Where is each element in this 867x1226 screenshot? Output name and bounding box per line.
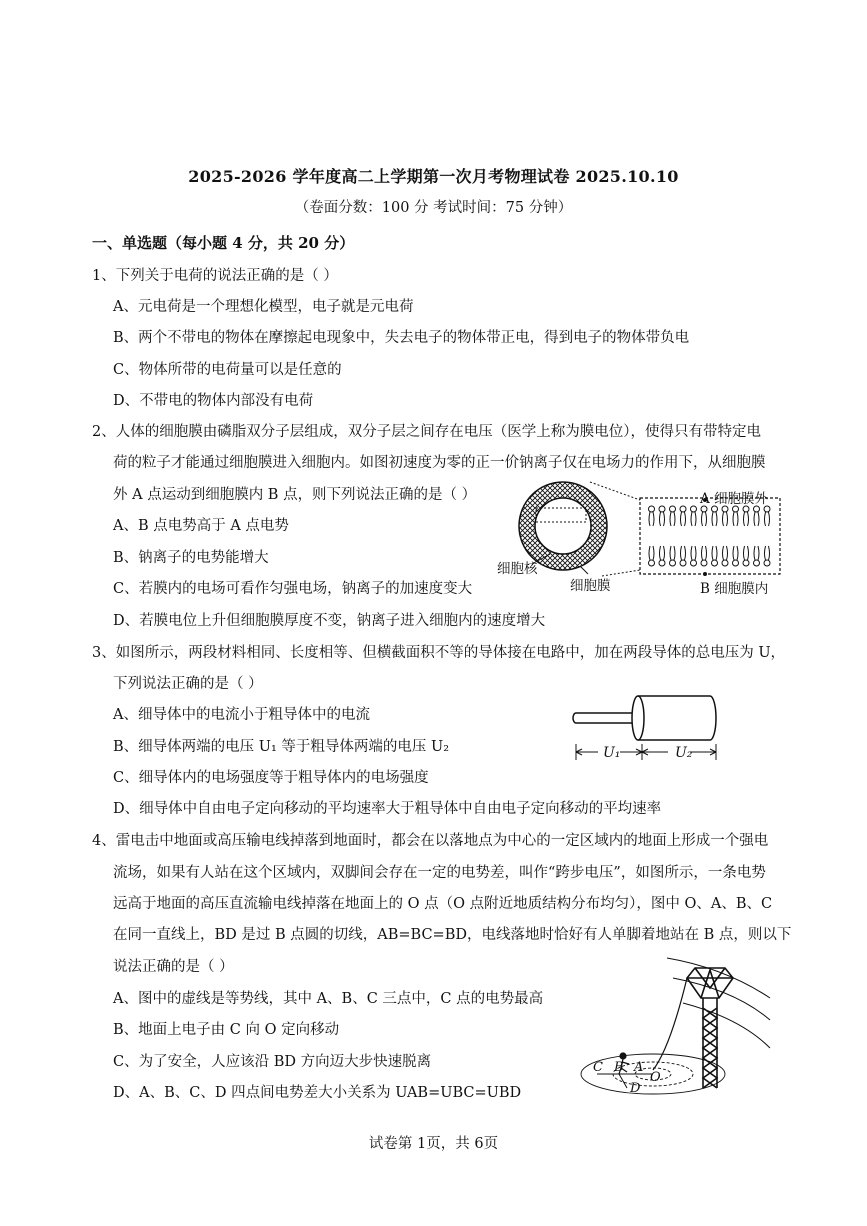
label-u2: U₂: [675, 745, 693, 761]
q4-option-a: A、图中的虚线是等势线，其中 A、B、C 三点中，C 点的电势最高: [113, 991, 544, 1007]
label-membrane: 细胞膜: [570, 578, 611, 594]
label-membrane-inside: B 细胞膜内: [700, 581, 769, 597]
q1-option-b: B、两个不带电的物体在摩擦起电现象中，失去电子的物体带正电，得到电子的物体带负电: [113, 330, 690, 346]
q2-stem-line1: 2、人体的细胞膜由磷脂双分子层组成，双分子层之间存在电压（医学上称为膜电位），使得只有带特定电: [92, 424, 761, 440]
q2-option-d: D、若膜电位上升但细胞膜厚度不变，钠离子进入细胞内的速度增大: [113, 613, 546, 629]
q1-stem: 1、下列关于电荷的说法正确的是（ ）: [92, 268, 338, 284]
q3-option-c: C、细导体内的电场强度等于粗导体内的电场强度: [113, 770, 429, 786]
q3-option-a: A、细导体中的电流小于粗导体中的电流: [113, 707, 370, 723]
q2-stem-line2: 荷的粒子才能通过细胞膜进入细胞内。如图初速度为零的正一价钠离子仅在电场力的作用下，从细胞膜: [113, 455, 766, 471]
conductor-figure: [568, 690, 728, 770]
cell-nucleus: [535, 498, 591, 554]
tower: [687, 968, 733, 1088]
label-point-b: B: [614, 1060, 624, 1075]
q4-stem-line5: 说法正确的是（ ）: [113, 959, 234, 975]
exam-title: 2025-2026 学年度高二上学期第一次月考物理试卷 2025.10.10: [188, 167, 679, 186]
phospholipid-bilayer: [649, 506, 771, 566]
q2-option-c: C、若膜内的电场可看作匀强电场，钠离子的加速度变大: [113, 581, 473, 597]
q3-stem-line1: 3、如图所示，两段材料相同、长度相等、但横截面积不等的导体接在电路中，加在两段导体的总电压为 U，: [92, 645, 786, 661]
label-u1: U₁: [603, 745, 621, 761]
power-line-figure: [575, 948, 775, 1103]
q1-option-a: A、元电荷是一个理想化模型，电子就是元电荷: [113, 299, 414, 315]
q2-option-b: B、钠离子的电势能增大: [113, 550, 269, 566]
q4-option-c: C、为了安全，人应该沿 BD 方向迈大步快速脱离: [113, 1054, 432, 1070]
q2-option-a: A、B 点电势高于 A 点电势: [113, 518, 289, 534]
q3-option-d: D、细导体中自由电子定向移动的平均速率大于粗导体中自由电子定向移动的平均速率: [113, 801, 662, 817]
label-point-c: C: [593, 1060, 603, 1075]
page-footer: 试卷第 1页，共 6页: [368, 1136, 499, 1152]
label-point-d: D: [630, 1081, 641, 1096]
label-membrane-outside: A 细胞膜外: [700, 491, 769, 507]
q1-option-d: D、不带电的物体内部没有电荷: [113, 393, 314, 409]
exam-subtitle: （卷面分数：100 分 考试时间：75 分钟）: [294, 200, 573, 216]
label-point-a: A: [634, 1060, 644, 1075]
point-b: [703, 572, 707, 576]
q4-stem-line3: 远高于地面的高压直流输电线掉落在地面上的 O 点（O 点附近地质结构分布均匀），图中 O、A、B、C: [113, 896, 773, 912]
fallen-wire: [653, 978, 687, 1070]
q3-stem-line2: 下列说法正确的是（ ）: [113, 676, 263, 692]
q4-stem-line2: 流场，如果有人站在这个区域内，双脚间会存在一定的电势差，叫作“跨步电压”，如图所示，一条电势: [113, 865, 766, 881]
q2-stem-line3: 外 A 点运动到细胞膜内 B 点，则下列说法正确的是（ ）: [113, 487, 477, 503]
q3-option-b: B、细导体两端的电压 U₁ 等于粗导体两端的电压 U₂: [113, 739, 450, 755]
q4-stem-line4: 在同一直线上，BD 是过 B 点圆的切线，AB=BC=BD，电线落地时恰好有人单脚着地站在 B 点，则以下: [113, 927, 792, 943]
section-heading: 一、单选题（每小题 4 分，共 20 分）: [92, 234, 355, 252]
q1-option-c: C、物体所带的电荷量可以是任意的: [113, 362, 342, 378]
label-point-o: O: [650, 1070, 661, 1085]
q4-option-b: B、地面上电子由 C 向 O 定向移动: [113, 1022, 340, 1038]
q4-option-d: D、A、B、C、D 四点间电势差大小关系为 UAB=UBC=UBD: [113, 1085, 522, 1101]
label-nucleus: 细胞核: [497, 561, 538, 577]
q4-stem-line1: 4、雷电击中地面或高压输电线掉落到地面时，都会在以落地点为中心的一定区域内的地面上形成一个强电: [92, 833, 769, 849]
